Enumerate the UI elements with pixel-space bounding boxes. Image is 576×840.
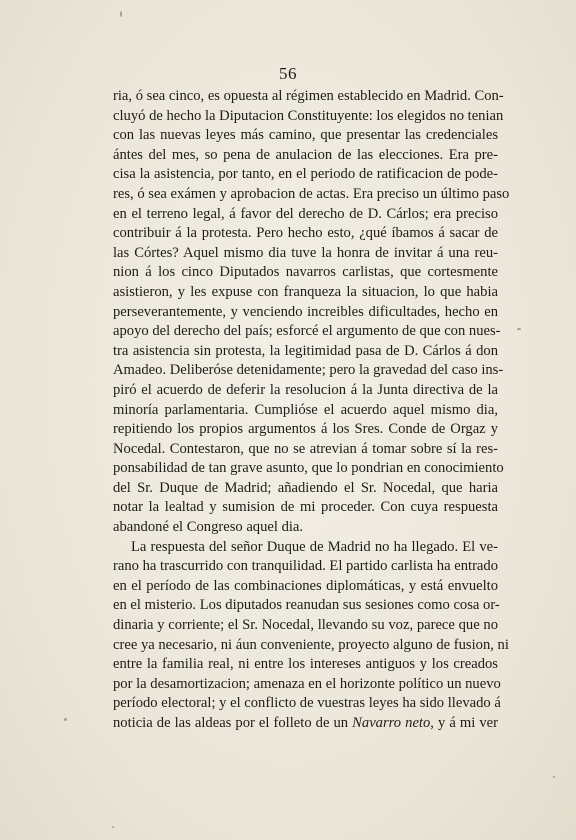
text-line: cisa la asistencia, por tanto, en el periodo de ratificacion de pode-	[113, 166, 498, 183]
italic-title: Navarro neto	[352, 715, 431, 731]
body-text	[113, 87, 510, 734]
text-line: tra asistencia sin protesta, la legitimidad pasa de D. Cárlos á don	[113, 342, 498, 359]
page-number: 56	[279, 64, 297, 83]
text-line: en el terreno legal, á favor del derecho de D. Cárlos; era preciso	[113, 205, 498, 222]
text-line: repitiendo los propios argumentos á los Sres. Conde de Orgaz y	[113, 421, 498, 438]
paper-speck	[517, 328, 521, 330]
text-line: por la desamortizacion; amenaza en el horizonte político un nuevo	[113, 675, 501, 692]
text-line: contribuir á la protesta. Pero hecho esto, ¿qué íbamos á sacar de	[113, 225, 498, 242]
text-line-final	[113, 714, 498, 734]
text-line: abandoné el Congreso aquel dia.	[113, 519, 304, 536]
text-line: res, ó sea exámen y aprobacion de actas. Era preciso un último paso	[113, 185, 510, 202]
text-line: Amadeo. Deliberóse detenidamente; pero la gravedad del caso ins-	[113, 362, 504, 379]
text-line: apoyo del derecho del país; esforcé el argumento de que con nues-	[113, 323, 501, 340]
text-line: notar la lealtad y sumision de mi proceder. Con cuya respuesta	[113, 499, 498, 516]
text-line: en el misterio. Los diputados reanudan sus sesiones como cosa or-	[113, 597, 500, 614]
text-line: las Córtes? Aquel mismo dia tuve la honra de invitar á una reu-	[113, 244, 498, 261]
paper-speck	[120, 11, 122, 17]
paragraph-1	[113, 87, 510, 538]
text-line: ria, ó sea cinco, es opuesta al régimen establecido en Madrid. Con-	[113, 88, 504, 104]
text-line: minoría parlamentaria. Cumplióse el acuerdo aquel mismo dia,	[113, 401, 498, 418]
text-line: perseverantemente, y venciendo increibles dificultades, hecho en	[113, 303, 498, 320]
text-line: ponsabilidad de tan grave asunto, que lo pondrian en conocimiento	[113, 460, 504, 477]
text-line: nion á los cinco Diputados navarros carlistas, que cortesmente	[113, 264, 498, 281]
text-line: La respuesta del señor Duque de Madrid no ha llegado. El ve-	[131, 538, 498, 555]
text-line: rano ha trascurrido con tranquilidad. El partido carlista ha entrado	[113, 558, 498, 575]
text-fragment: noticia de las aldeas por el folleto de un	[113, 715, 353, 731]
paper-speck	[553, 776, 555, 778]
text-line: cluyó de hecho la Diputacion Constituyente: los elegidos no tenian	[113, 107, 504, 124]
text-line: Nocedal. Contestaron, que no se atrevian á tomar sobre sí la res-	[113, 440, 498, 457]
text-line: del Sr. Duque de Madrid; añadiendo el Sr. Nocedal, que haria	[113, 479, 498, 496]
paragraph-2	[113, 538, 509, 734]
text-line: con las nuevas leyes más camino, que presentar las credenciales	[113, 127, 498, 144]
text-fragment: , y á mi ver	[430, 715, 498, 731]
text-line: asistieron, y les expuse con franqueza la situacion, lo que habia	[113, 283, 498, 300]
text-line: cree ya necesario, ni áun conveniente, proyecto alguno de fusion, ni	[113, 636, 509, 653]
paper-speck	[112, 826, 114, 828]
text-line: entre la familia real, ni entre los intereses antiguos y los creados	[113, 656, 498, 673]
text-line: ántes del mes, so pena de anulacion de las elecciones. Era pre-	[113, 146, 498, 163]
text-line: dinaria y corriente; el Sr. Nocedal, llevando su voz, parece que no	[113, 617, 498, 634]
text-line: en el período de las combinaciones diplomáticas, y está envuelto	[113, 577, 498, 594]
paper-speck	[64, 718, 67, 721]
text-line: piró el acuerdo de deferir la resolucion á la Junta directiva de la	[113, 381, 498, 398]
text-line: período electoral; y el conflicto de vuestras leyes ha sido llevado á	[113, 695, 501, 712]
